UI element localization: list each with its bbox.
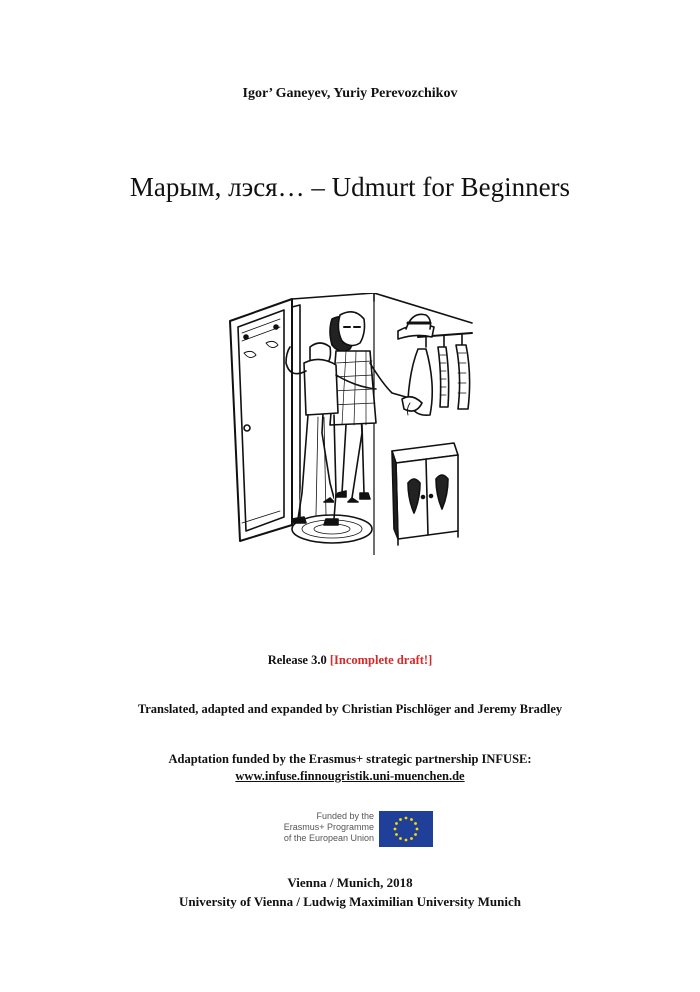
- eu-star: [405, 817, 408, 820]
- erasmus-logo-text: [262, 811, 374, 844]
- release-label: Release 3.0: [267, 653, 327, 667]
- eu-star: [414, 822, 417, 825]
- erasmus-logo-line: Funded by the: [316, 811, 374, 821]
- erasmus-logo: [262, 808, 438, 850]
- erasmus-logo-line: Erasmus+ Programme: [283, 822, 374, 832]
- eu-star: [410, 837, 413, 840]
- release-line: [0, 653, 700, 668]
- cover-illustration: [222, 293, 482, 555]
- place-date: Vienna / Munich, 2018: [287, 875, 413, 890]
- eu-star: [416, 828, 419, 831]
- eu-star: [399, 818, 402, 821]
- funding-block: [0, 751, 700, 785]
- book-title: Марым, лэся… – Udmurt for Beginners: [129, 172, 571, 202]
- eu-star: [414, 833, 417, 836]
- eu-star: [395, 833, 398, 836]
- infuse-link[interactable]: www.infuse.finnougristik.uni-muenchen.de: [235, 769, 465, 783]
- eu-star: [405, 839, 408, 842]
- eu-star: [394, 828, 397, 831]
- eu-flag-icon: [379, 811, 433, 847]
- place-block: [0, 873, 700, 911]
- credits-line: Translated, adapted and expanded by Christian Pischlöger and Jeremy Bradley: [137, 702, 563, 716]
- erasmus-logo-line: of the European Union: [283, 833, 374, 843]
- eu-star: [410, 818, 413, 821]
- eu-star: [395, 822, 398, 825]
- eu-star: [399, 837, 402, 840]
- institutions: University of Vienna / Ludwig Maximilian University Munich: [179, 894, 521, 909]
- draft-status: [Incomplete draft!]: [329, 653, 433, 667]
- funding-text: Adaptation funded by the Erasmus+ strategic partnership INFUSE:: [168, 752, 532, 766]
- authors: Igor’ Ganeyev, Yuriy Perevozchikov: [242, 86, 458, 101]
